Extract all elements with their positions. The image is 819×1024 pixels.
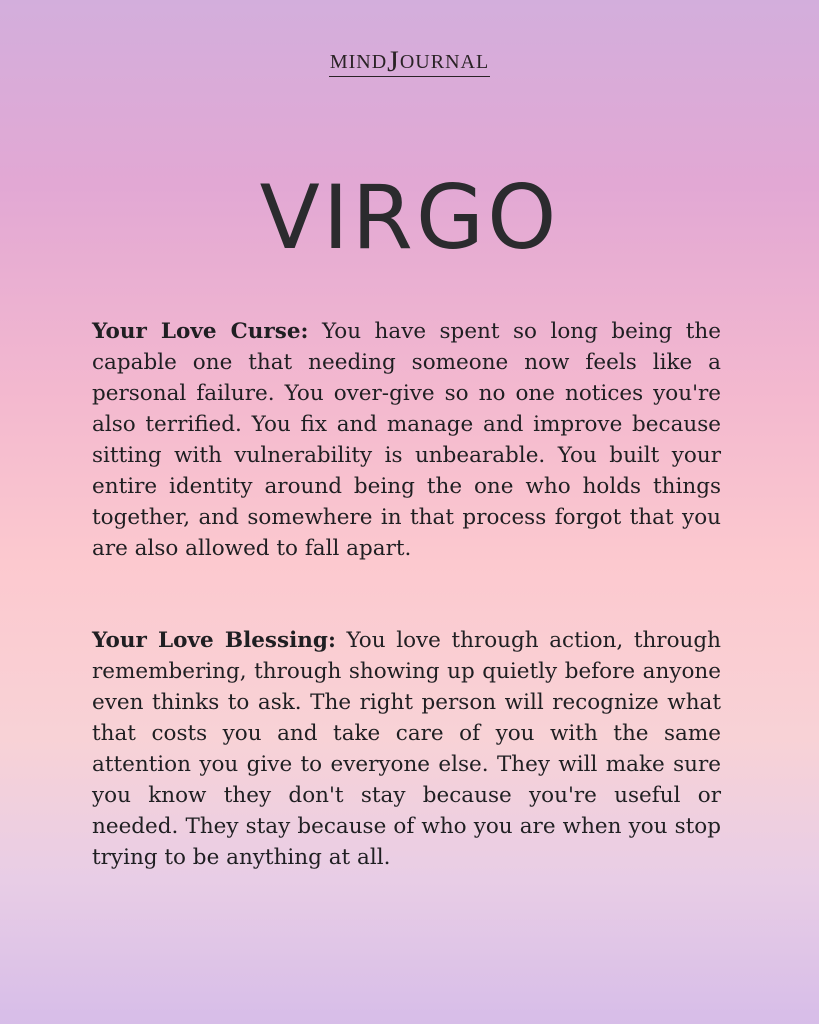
love-blessing-label: Your Love Blessing: — [92, 628, 336, 653]
brand-wordmark — [329, 45, 490, 78]
love-curse-text: You have spent so long being the capable one that needing someone now feels like a personal failure. You over-give so no one notices you're also terrified. You fix and manage and improve because sitting with vulnerability is unbearable. You built your entire identity around being the one who holds things together, and somewhere in that process forgot that you are also allowed to fall apart. — [92, 319, 722, 561]
love-blessing-text: You love through action, through remembering, through showing up quietly before anyone even thinks to ask. The right person will recognize what that costs you and take care of you with the same attention you give to everyone else. They will make sure you know they don't stay because you're useful or needed. They stay because of who you are when you stop trying to be anything at all. — [92, 628, 721, 870]
love-curse-paragraph — [92, 316, 721, 564]
brand-logo — [0, 45, 819, 78]
love-blessing-paragraph — [92, 625, 721, 873]
love-curse-label: Your Love Curse: — [92, 319, 309, 344]
brand-initial: J — [387, 45, 400, 78]
zodiac-title: VIRGO — [259, 166, 560, 269]
brand-suffix: OURNAL — [399, 51, 490, 73]
brand-prefix: MIND — [329, 51, 388, 73]
